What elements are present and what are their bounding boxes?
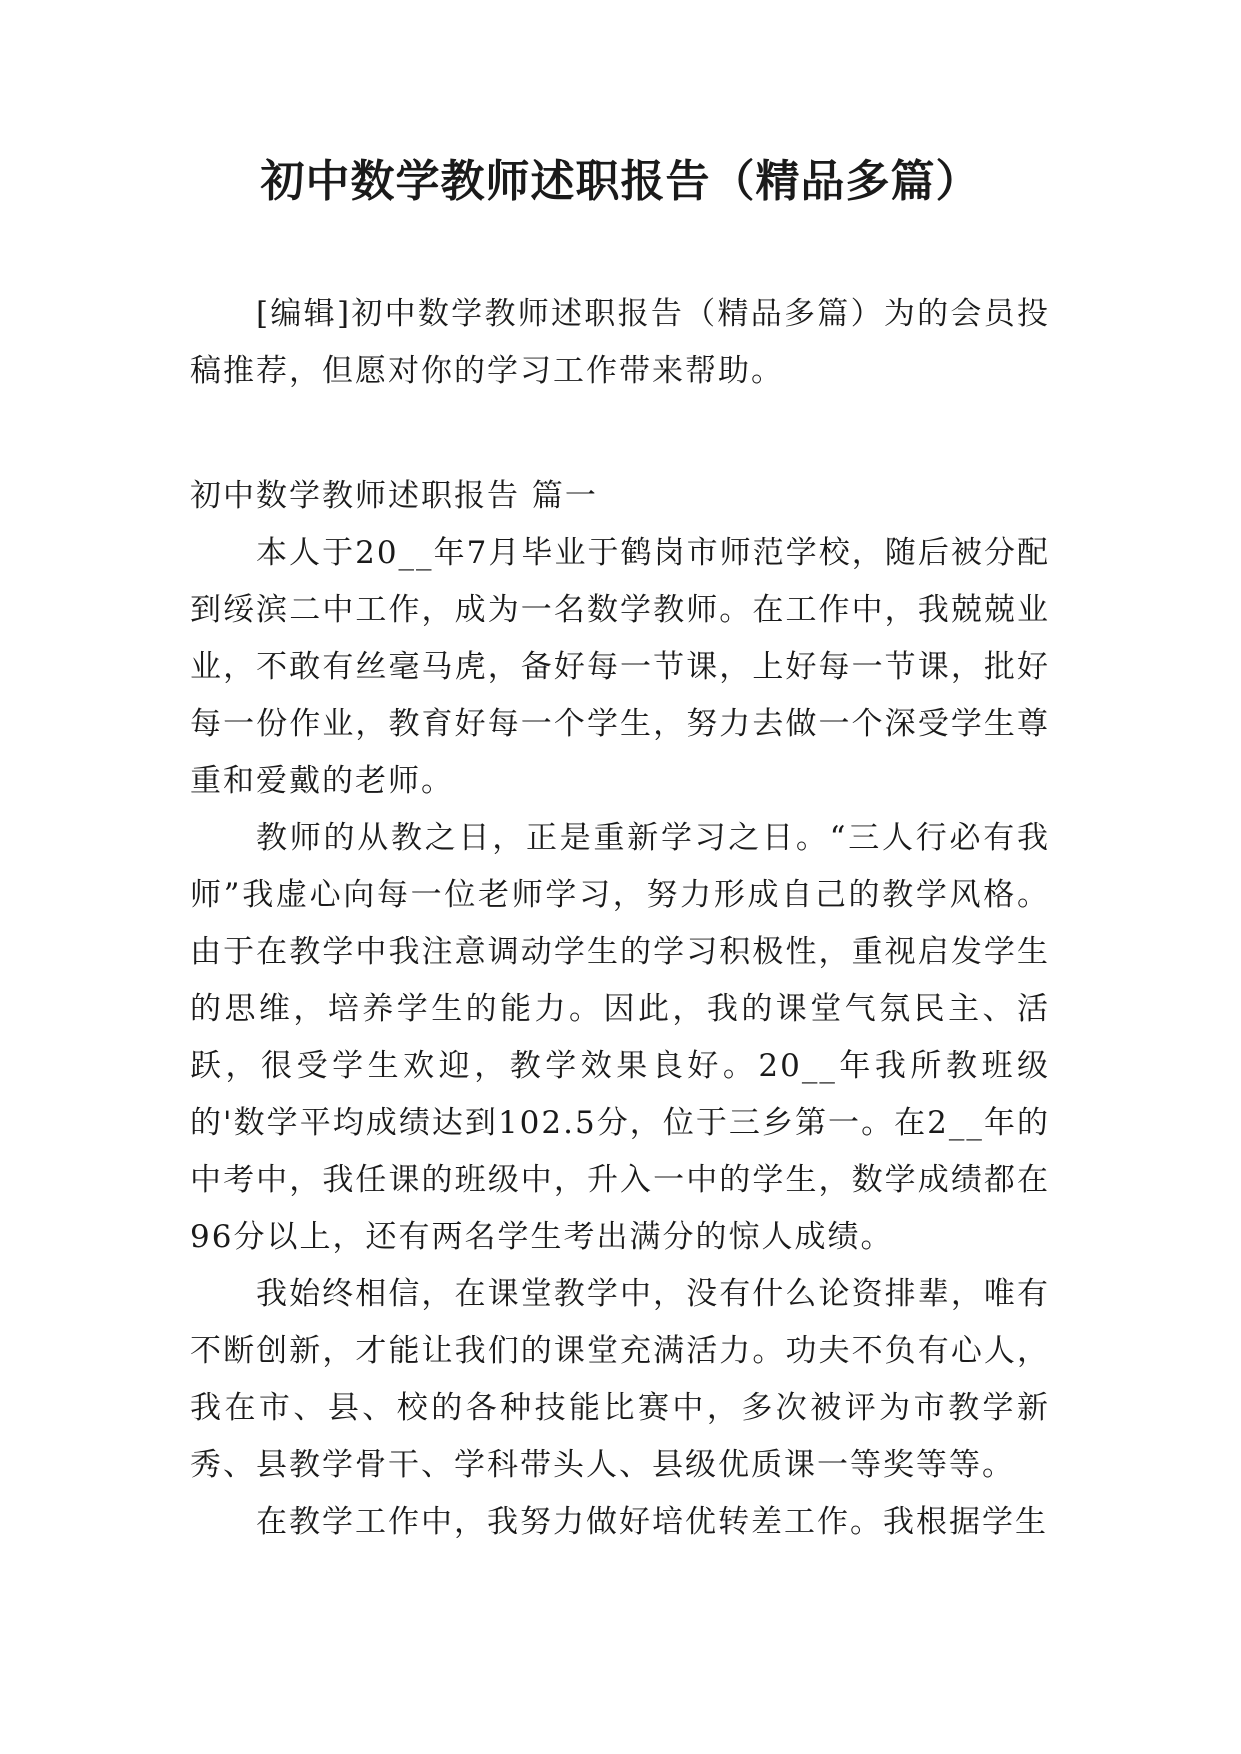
section-heading: 初中数学教师述职报告 篇一 <box>190 478 598 514</box>
document-title: 初中数学教师述职报告（精品多篇） <box>260 156 981 207</box>
body-paragraph-1: 本人于20__年7月毕业于鹤岗市师范学校，随后被分配到绥滨二中工作，成为一名数学教师。在工作中，我兢兢业业，不敢有丝毫马虎，备好每一节课，上好每一节课，批好每一份作业，教育好每一个学生，努力去做一个深受学生尊重和爱戴的老师。 <box>190 535 1050 799</box>
intro-paragraph: [编辑]初中数学教师述职报告（精品多篇）为的会员投稿推荐，但愿对你的学习工作带来帮助。 <box>190 296 1050 389</box>
body-paragraph-2: 教师的从教之日，正是重新学习之日。“三人行必有我师”我虚心向每一位老师学习，努力形成自己的教学风格。由于在教学中我注意调动学生的学习积极性，重视启发学生的思维，培养学生的能力。因此，我的课堂气氛民主、活跃，很受学生欢迎，教学效果良好。20__年我所教班级的'数学平均成绩达到102.5分，位于三乡第一。在2__年的中考中，我任课的班级中，升入一中的学生，数学成绩都在96分以上，还有两名学生考出满分的惊人成绩。 <box>190 820 1050 1255</box>
body-paragraph-4: 在教学工作中，我努力做好培优转差工作。我根据学生 <box>256 1504 1048 1540</box>
body-paragraph-3: 我始终相信，在课堂教学中，没有什么论资排辈，唯有不断创新，才能让我们的课堂充满活力。功夫不负有心人，我在市、县、校的各种技能比赛中，多次被评为市教学新秀、县教学骨干、学科带头人、县级优质课一等奖等等。 <box>190 1276 1050 1483</box>
